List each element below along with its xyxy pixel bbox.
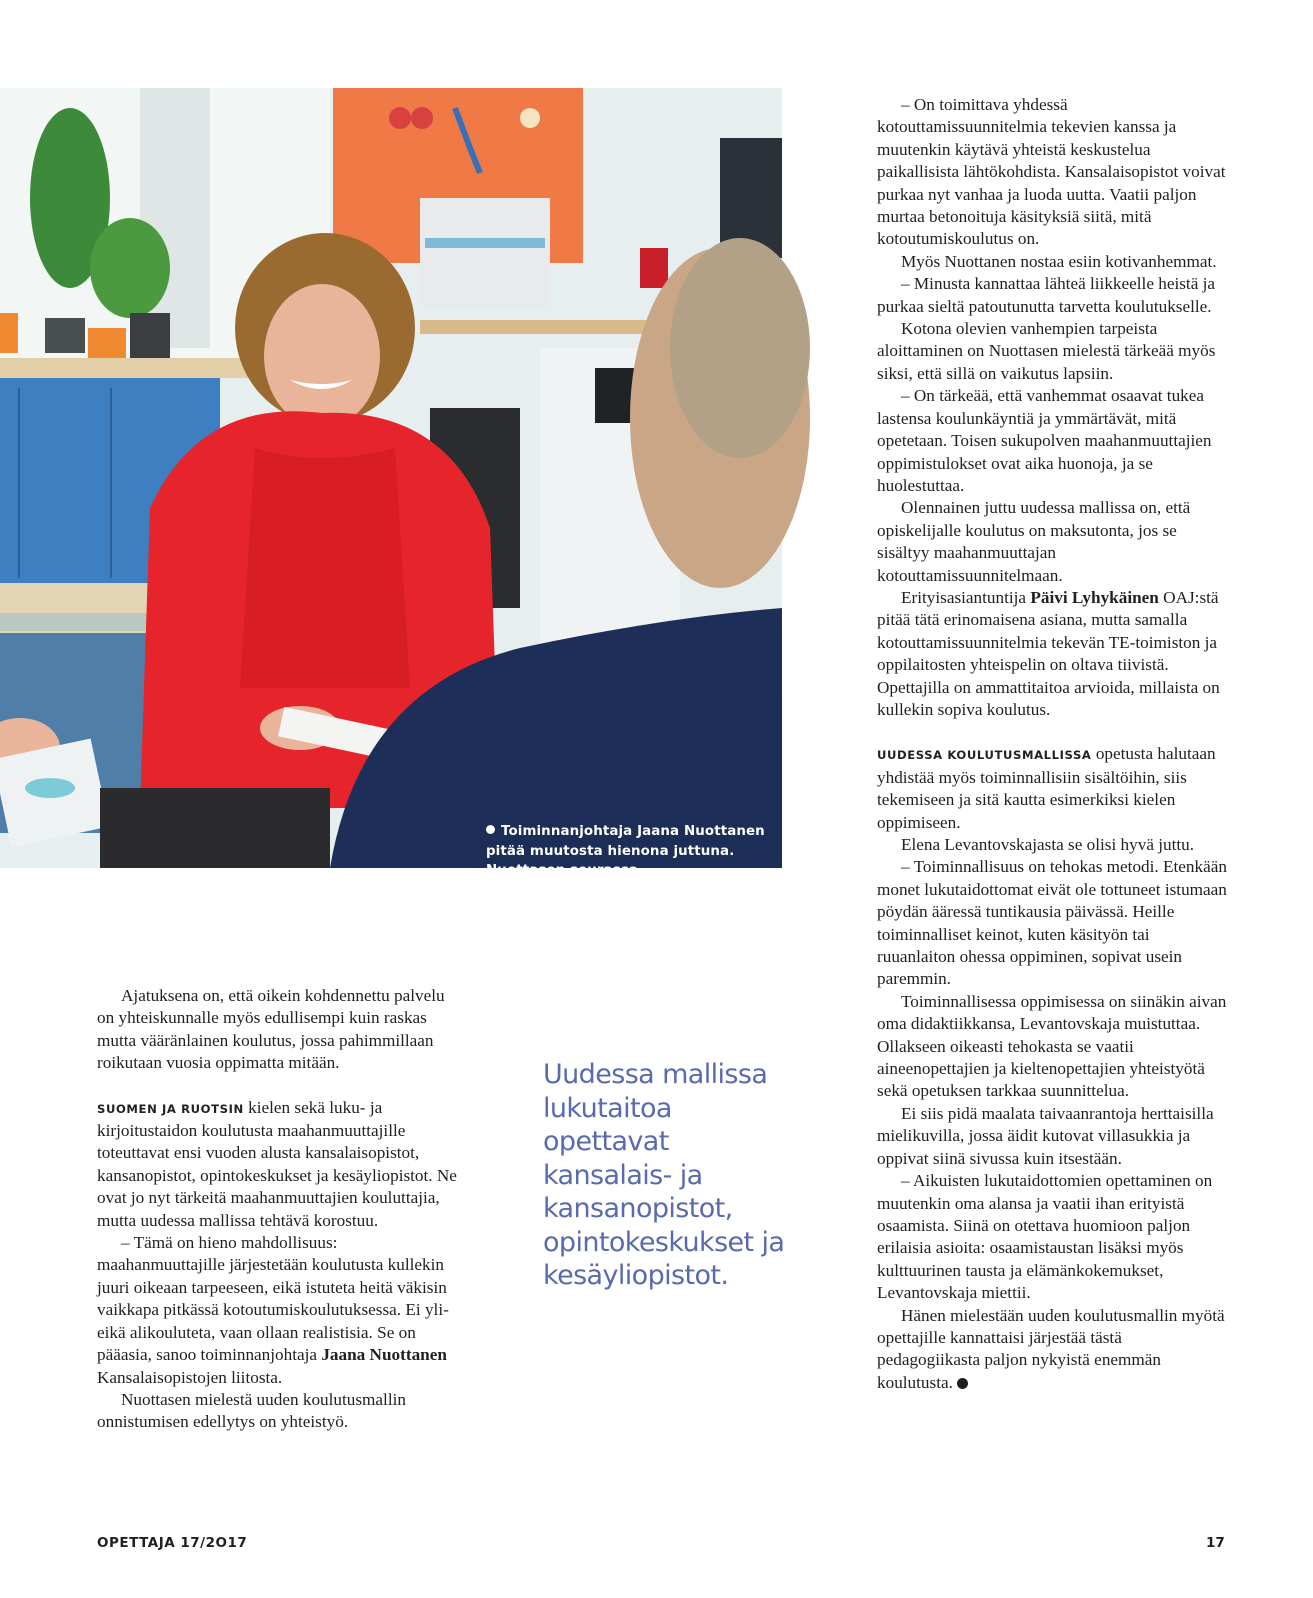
paragraph: Elena Levantovskajasta se olisi hyvä juttu. [901, 835, 1195, 854]
photo-illustration [0, 88, 782, 868]
paragraph: – Toiminnallisuus on tehokas metodi. Etenkään monet lukutaidottomat eivät ole tottuneet istumaan pöydän ääressä tuntikausia päivässä. Heille toiminnalliset keinot, kuten käsityön tai ruuanlaiton ohessa oppiminen, sopivat usein paremmin. [877, 857, 1227, 989]
person-name: Päivi Lyhykäinen [1030, 587, 1159, 607]
article-photo [0, 88, 782, 957]
paragraph: Hänen mielestään uuden koulutusmallin myötä opettajille kannattaisi järjestää tästä pedagogiikasta paljon nykyistä enemmän koulutusta. [877, 1305, 1225, 1392]
paragraph: – Tämä on hieno mahdollisuus: maahanmuuttajille järjestetään koulutusta kullekin juuri oikeaan tarpeeseen, eikä istuteta heitä väkisin vaikkapa pitkässä kotoutumiskoulutuksessa. Ei yli- eikä alikouluteta, vaan ollaan realistisia. Se on pääasia, sanoo toiminnanjohtaja Jaana Nuottanen Kansalaisopistojen liitosta. [97, 1233, 449, 1387]
paragraph: Ei siis pidä maalata taivaanrantoja herttaisilla mielikuvilla, jossa äidit kutovat villasukkia ja oppivat siinä sivussa kuin itsestään. [877, 1103, 1214, 1168]
pull-quote: Uudessa mallissa lukutaitoa opettavat kansalais- ja kansanopistot, opintokeskukset ja kesäyliopistot. [543, 1059, 785, 1291]
right-column [877, 94, 1227, 1394]
photo-caption-text: Toiminnanjohtaja Jaana Nuottanen pitää muutosta hienona juttuna. Nuottasen seurassa Kansalaisopistojen liiton projekti- ja viestintäkoordinaattori Lauramaija Hurme ja hallintokoordinaattori Vijami Wiirilinna. [486, 824, 765, 957]
bullet-icon [486, 825, 495, 834]
section-lead-in: SUOMEN JA RUOTSIN [97, 1101, 244, 1116]
paragraph: – Aikuisten lukutaidottomien opettaminen on muutenkin oma alansa ja vaatii ihan erityistä osaamista. Siinä on otettava huomioon paljon erilaisia asioita: osaamistaustan lisäksi myös kulttuurinen tausta ja elämänkokemukset, Levantovskaja miettii. [877, 1171, 1213, 1303]
paragraph: Toiminnallisessa oppimisessa on siinäkin aivan oma didaktiikkansa, Levantovskaja muistuttaa. Ollakseen oikeasti tehokasta se vaatii aineenopettajien ja kieltenopettajien yhteistyötä sekä opetuksen tarkkaa suunnittelua. [877, 991, 1227, 1101]
person-name: Jaana Nuottanen [321, 1345, 447, 1365]
section-lead-in: UUDESSA KOULUTUSMALLISSA [877, 748, 1092, 763]
paragraph: Nuottasen mielestä uuden koulutusmallin onnistumisen edellytys on yhteistyö. [97, 1389, 406, 1432]
paragraph: – Minusta kannattaa lähteä liikkeelle heistä ja purkaa sieltä patoutunutta tarvetta koulutukselle. [877, 274, 1216, 316]
paragraph: SUOMEN JA RUOTSIN kielen sekä luku- ja kirjoitustaidon koulutusta maahanmuuttajille toteuttavat ensi vuoden alusta kansalaisopistot, kansanopistot, opintokeskukset ja kesäyliopistot. Ne ovat jo nyt tärkeitä maahanmuuttajien kouluttajia, mutta uudessa mallissa tehtävä korostuu. [97, 1097, 457, 1230]
end-mark-icon [957, 1378, 968, 1389]
photo-caption [486, 822, 776, 959]
paragraph: Ajatuksena on, että oikein kohdennettu palvelu on yhteiskunnalle myös edullisempi kuin raskas mutta vääränlainen koulutus, jossa pahimmillaan roikutaan vuosia oppimatta mitään. [97, 986, 445, 1073]
page-number: 17 [1206, 1535, 1225, 1551]
paragraph: UUDESSA KOULUTUSMALLISSA opetusta halutaan yhdistää myös toiminnallisiin sisältöihin, siis tekemiseen ja sitä kautta esimerkiksi kielen oppimiseen. [877, 744, 1216, 832]
paragraph: – On tärkeää, että vanhemmat osaavat tukea lastensa koulunkäyntiä ja ymmärtävät, mitä opetetaan. Toisen sukupolven maahanmuuttajien oppimistulokset ovat aika huonoja, ja se huolestuttaa. [877, 386, 1212, 495]
publication-footer: OPETTAJA 17/2O17 [97, 1535, 248, 1551]
paragraph: Olennainen juttu uudessa mallissa on, että opiskelijalle koulutus on maksutonta, jos se sisältyy maahanmuuttajan kotouttamissuunnitelmaan. [877, 498, 1191, 585]
paragraph: Erityisasiantuntija Päivi Lyhykäinen OAJ:stä pitää tätä erinomaisena asiana, mutta samalla kotouttamissuunnitelmia tekevän TE-toimiston ja oppilaitosten yhteispelin on oltava tiivistä. Opettajilla on ammattitaitoa arvioida, millaista on kullekin sopiva koulutus. [877, 587, 1220, 719]
left-column [97, 985, 465, 1434]
paragraph: Kotona olevien vanhempien tarpeista aloittaminen on Nuottasen mielestä tärkeää myös siksi, että sillä on vaikutus lapsiin. [877, 319, 1216, 383]
paragraph: Myös Nuottanen nostaa esiin kotivanhemmat. [901, 251, 1217, 271]
paragraph: – On toimittava yhdessä kotouttamissuunnitelmia tekevien kanssa ja muutenkin käytävä yhteistä keskustelua paikallisista lähtökohdista. Kansalaisopistot voivat purkaa nyt vanhaa ja luoda uutta. Vaatii paljon murtaa betonoituja käsityksiä siitä, mitä kotoutumiskoulutus on. [877, 95, 1226, 249]
